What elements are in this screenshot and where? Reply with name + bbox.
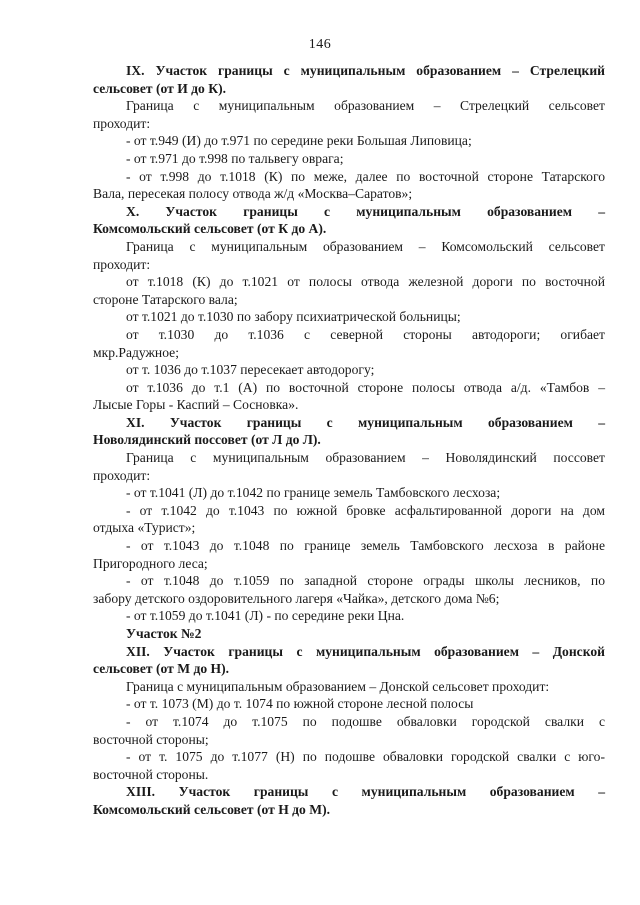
list-item-cont: мкр.Радужное; xyxy=(93,344,179,360)
list-item: от т.1036 до т.1 (А) по восточной стороне полосы отвода а/д. «Тамбов – xyxy=(126,379,605,395)
list-item-cont: восточной стороны; xyxy=(93,731,209,747)
list-item-cont: отдыха «Турист»; xyxy=(93,520,196,536)
section-heading: XIII. Участок границы с муниципальным образованием – xyxy=(126,784,605,800)
section-heading: XII. Участок границы с муниципальным образованием – Донской xyxy=(126,643,605,659)
list-item-cont: восточной стороны. xyxy=(93,766,209,782)
list-item-cont: Вала, пересекая полосу отвода ж/д «Москва–Саратов»; xyxy=(93,186,413,202)
list-item: - от т.1043 до т.1048 по границе земель Тамбовского лесхоза в районе xyxy=(126,538,605,554)
list-item: от т.1030 до т.1036 с северной стороны автодороги; огибает xyxy=(126,326,605,342)
section-heading: IX. Участок границы с муниципальным образованием – Стрелецкий xyxy=(126,63,605,78)
document-body xyxy=(93,62,605,819)
section-intro-cont: проходит: xyxy=(93,115,151,131)
section-heading-cont: сельсовет (от И до К). xyxy=(93,80,227,96)
list-item: от т.1021 до т.1030 по забору психиатрической больницы; xyxy=(126,309,461,325)
list-item: от т.1018 (К) до т.1021 от полосы отвода железной дороги по восточной xyxy=(126,274,605,290)
list-item: от т. 1036 до т.1037 пересекает автодорогу; xyxy=(126,362,375,378)
section-intro-cont: проходит: xyxy=(93,467,151,483)
section-heading: XI. Участок границы с муниципальным образованием – xyxy=(126,414,605,430)
section-intro: Граница с муниципальным образованием – Донской сельсовет проходит: xyxy=(126,678,550,694)
section-heading-cont: Комсомольский сельсовет (от К до А). xyxy=(93,221,327,237)
list-item: - от т.1042 до т.1043 по южной бровке асфальтированной дороги на дом xyxy=(126,502,605,518)
list-item: - от т.1048 до т.1059 по западной стороне ограды школы лесников, по xyxy=(126,573,605,589)
list-item: - от т.1059 до т.1041 (Л) - по середине реки Цна. xyxy=(126,608,405,624)
section-intro: Граница с муниципальным образованием – Новолядинский поссовет xyxy=(126,450,605,466)
list-item: - от т.949 (И) до т.971 по середине реки Большая Липовица; xyxy=(126,133,472,149)
list-item: - от т. 1075 до т.1077 (Н) по подошве обваловки городской свалки с юго- xyxy=(126,749,605,765)
section-heading: X. Участок границы с муниципальным образованием – xyxy=(126,203,605,219)
list-item: - от т.1074 до т.1075 по подошве обваловки городской свалки с xyxy=(126,713,605,729)
section-heading-cont: Комсомольский сельсовет (от Н до М). xyxy=(93,801,331,817)
list-item-cont: забору детского оздоровительного лагеря «Чайка», детского дома №6; xyxy=(93,590,500,606)
section-intro: Граница с муниципальным образованием – Комсомольский сельсовет xyxy=(126,238,605,254)
list-item-cont: Пригородного леса; xyxy=(93,555,208,571)
section-heading-cont: Новолядинский поссовет (от Л до Л). xyxy=(93,432,321,448)
list-item-cont: стороне Татарского вала; xyxy=(93,291,238,307)
section-intro-cont: проходит: xyxy=(93,256,151,272)
list-item: - от т.971 до т.998 по тальвегу оврага; xyxy=(126,150,344,166)
list-item: - от т. 1073 (М) до т. 1074 по южной стороне лесной полосы xyxy=(126,696,474,712)
list-item-cont: Лысые Горы - Каспий – Сосновка». xyxy=(93,397,299,413)
list-item: - от т.998 до т.1018 (К) по меже, далее по восточной стороне Татарского xyxy=(126,168,605,184)
page-number: 146 xyxy=(308,37,332,52)
list-item: - от т.1041 (Л) до т.1042 по границе земель Тамбовского лесхоза; xyxy=(126,485,501,501)
part-title: Участок №2 xyxy=(126,626,202,641)
section-intro: Граница с муниципальным образованием – Стрелецкий сельсовет xyxy=(126,98,605,114)
section-heading-cont: сельсовет (от М до Н). xyxy=(93,661,230,677)
